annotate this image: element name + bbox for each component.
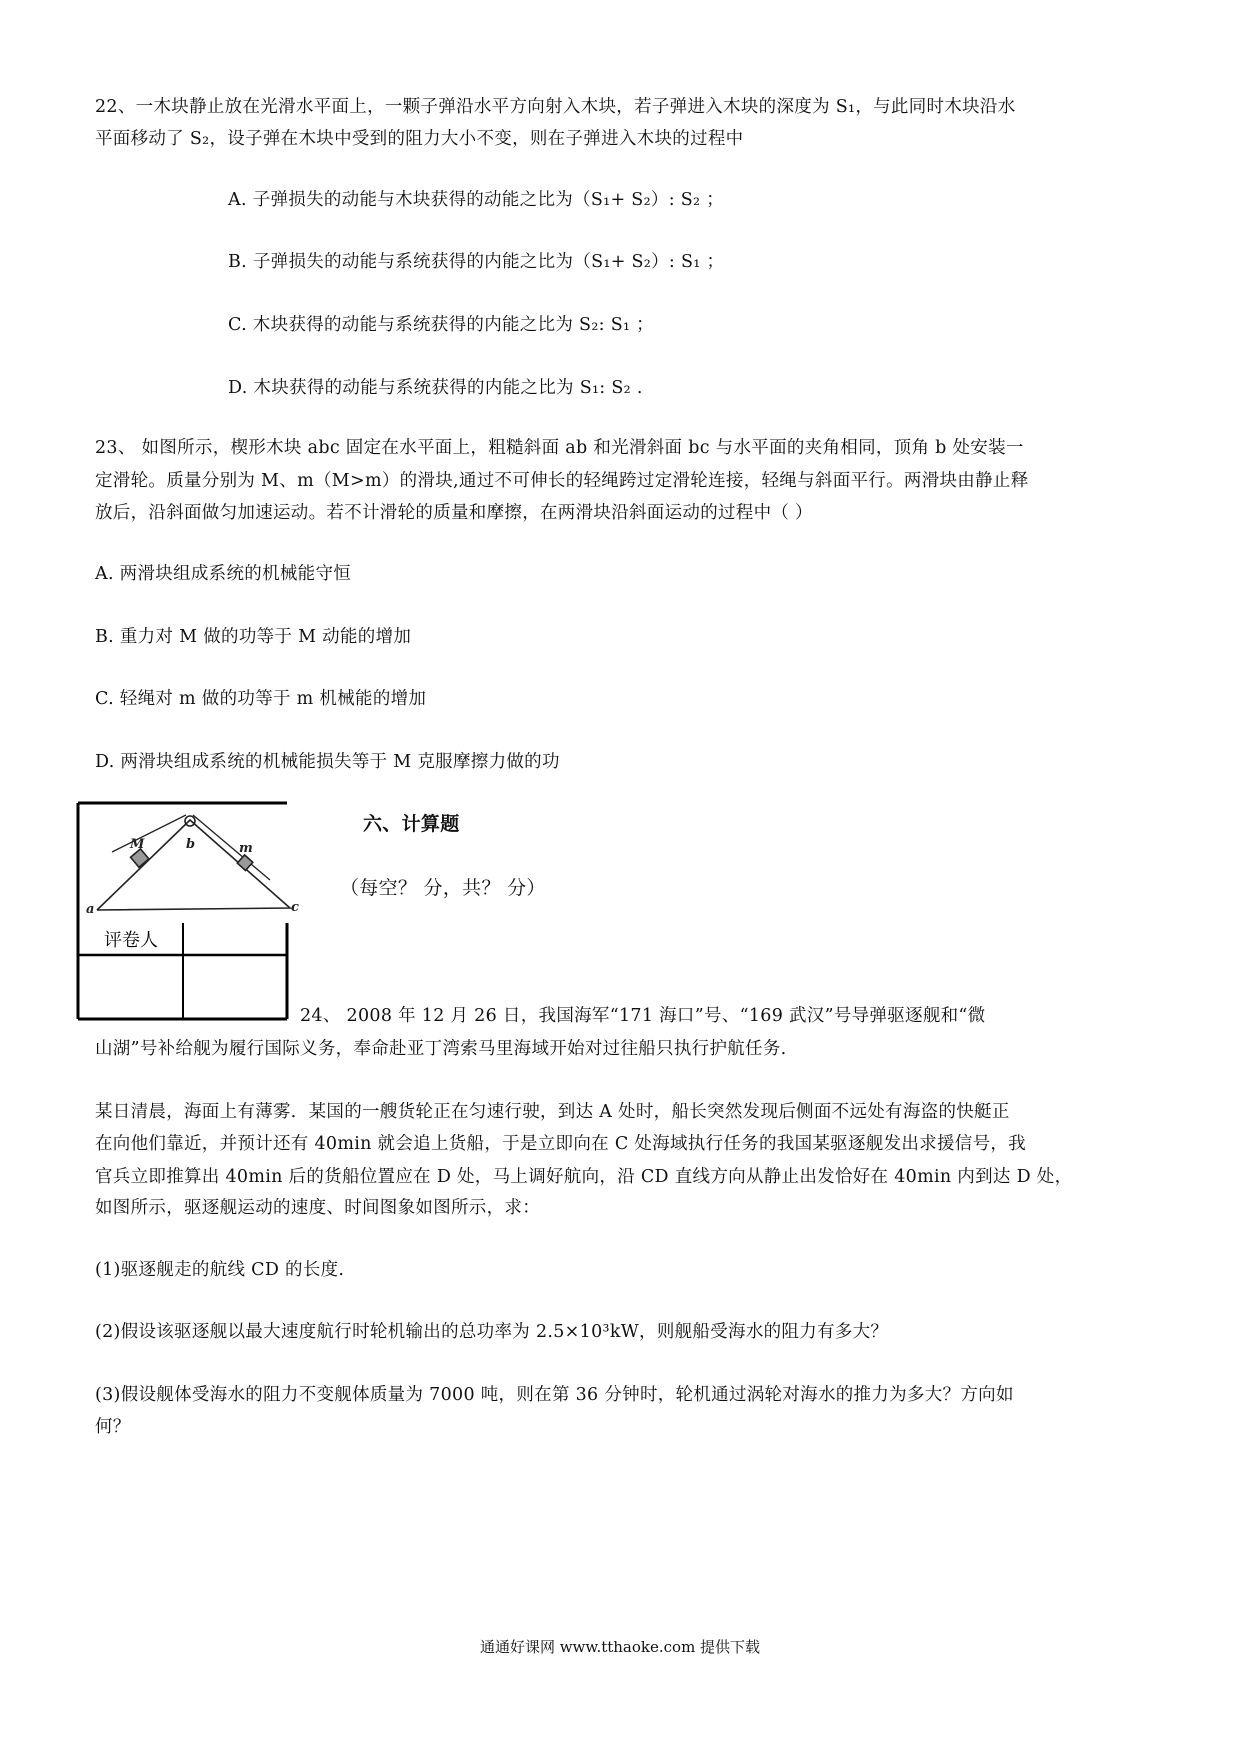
q24-sub3: 何？: [95, 1417, 131, 1437]
q23-line: 放后，沿斜面做匀加速运动。若不计滑轮的质量和摩擦，在两滑块沿斜面运动的过程中（ ）: [95, 503, 813, 523]
wedge-figure-and-grader-table: [0, 0, 310, 1030]
wedge-diagram: [97, 815, 290, 910]
q23-option-b: B. 重力对 M 做的功等于 M 动能的增加: [95, 627, 412, 647]
q24-para-line: 某日清晨，海面上有薄雾．某国的一艘货轮正在匀速行驶，到达 A 处时，船长突然发现后侧面不远处有海盗的快艇正: [95, 1102, 1010, 1122]
frame: [78, 803, 287, 1019]
q24-sub1: (1)驱逐舰走的航线 CD 的长度.: [95, 1260, 345, 1280]
wedge-triangle: [97, 820, 290, 910]
q24-line: 24、 2008 年 12 月 26 日，我国海军“171 海口”号、“169 武汉”号导弹驱逐舰和“微: [300, 1006, 986, 1026]
section-scoring: （每空？ 分，共？ 分）: [340, 877, 546, 899]
grader-label: 评卷人: [104, 930, 158, 951]
q24-line: 山湖”号补给舰为履行国际义务，奉命赴亚丁湾索马里海域开始对过往船只执行护航任务.: [95, 1039, 787, 1059]
q23-option-c: C. 轻绳对 m 做的功等于 m 机械能的增加: [95, 689, 427, 709]
label-b: b: [186, 837, 196, 852]
block-m: [237, 855, 253, 871]
q22-line: 22、一木块静止放在光滑水平面上，一颗子弹沿水平方向射入木块，若子弹进入木块的深度为 S₁，与此同时木块沿水: [95, 97, 1016, 117]
q24-para-line: 官兵立即推算出 40min 后的货船位置应在 D 处，马上调好航向，沿 CD 直线方向从静止出发恰好在 40min 内到达 D 处，: [95, 1167, 1073, 1187]
label-a: a: [86, 902, 95, 917]
label-c: c: [291, 900, 299, 915]
q24-sub3: (3)假设舰体受海水的阻力不变舰体质量为 7000 吨，则在第 36 分钟时，轮机通过涡轮对海水的推力为多大？方向如: [95, 1385, 1014, 1405]
q23-option-d: D. 两滑块组成系统的机械能损失等于 M 克服摩擦力做的功: [95, 752, 560, 772]
q22-option-d: D. 木块获得的动能与系统获得的内能之比为 S₁: S₂ .: [228, 378, 643, 398]
q22-option-c: C. 木块获得的动能与系统获得的内能之比为 S₂: S₁ ；: [228, 315, 654, 335]
q23-line: 23、 如图所示，楔形木块 abc 固定在水平面上，粗糙斜面 ab 和光滑斜面 bc 与水平面的夹角相同，顶角 b 处安装一: [95, 438, 1024, 458]
q22-line: 平面移动了 S₂，设子弹在木块中受到的阻力大小不变，则在子弹进入木块的过程中: [95, 129, 744, 149]
q22-option-a: A. 子弹损失的动能与木块获得的动能之比为（S₁+ S₂）: S₂ ；: [228, 190, 725, 210]
q23-line: 定滑轮。质量分别为 M、m（M>m）的滑块,通过不可伸长的轻绳跨过定滑轮连接，轻绳与斜面平行。两滑块由静止释: [95, 471, 1029, 491]
page-footer: 通通好课网 www.tthaoke.com 提供下载: [479, 1638, 761, 1656]
section-title: 六、计算题: [363, 813, 460, 835]
label-M: M: [130, 837, 145, 852]
label-m: m: [239, 841, 253, 856]
q24-para-line: 在向他们靠近，并预计还有 40min 就会追上货船，于是立即向在 C 处海域执行任务的我国某驱逐舰发出求援信号，我: [95, 1134, 1026, 1154]
q23-option-a: A. 两滑块组成系统的机械能守恒: [95, 564, 352, 584]
q24-sub2: (2)假设该驱逐舰以最大速度航行时轮机输出的总功率为 2.5×10³kW，则舰船受海水的阻力有多大？: [95, 1322, 889, 1342]
q22-option-b: B. 子弹损失的动能与系统获得的内能之比为（S₁+ S₂）: S₁ ；: [228, 252, 725, 272]
q24-para-line: 如图所示，驱逐舰运动的速度、时间图象如图所示，求：: [95, 1198, 540, 1218]
